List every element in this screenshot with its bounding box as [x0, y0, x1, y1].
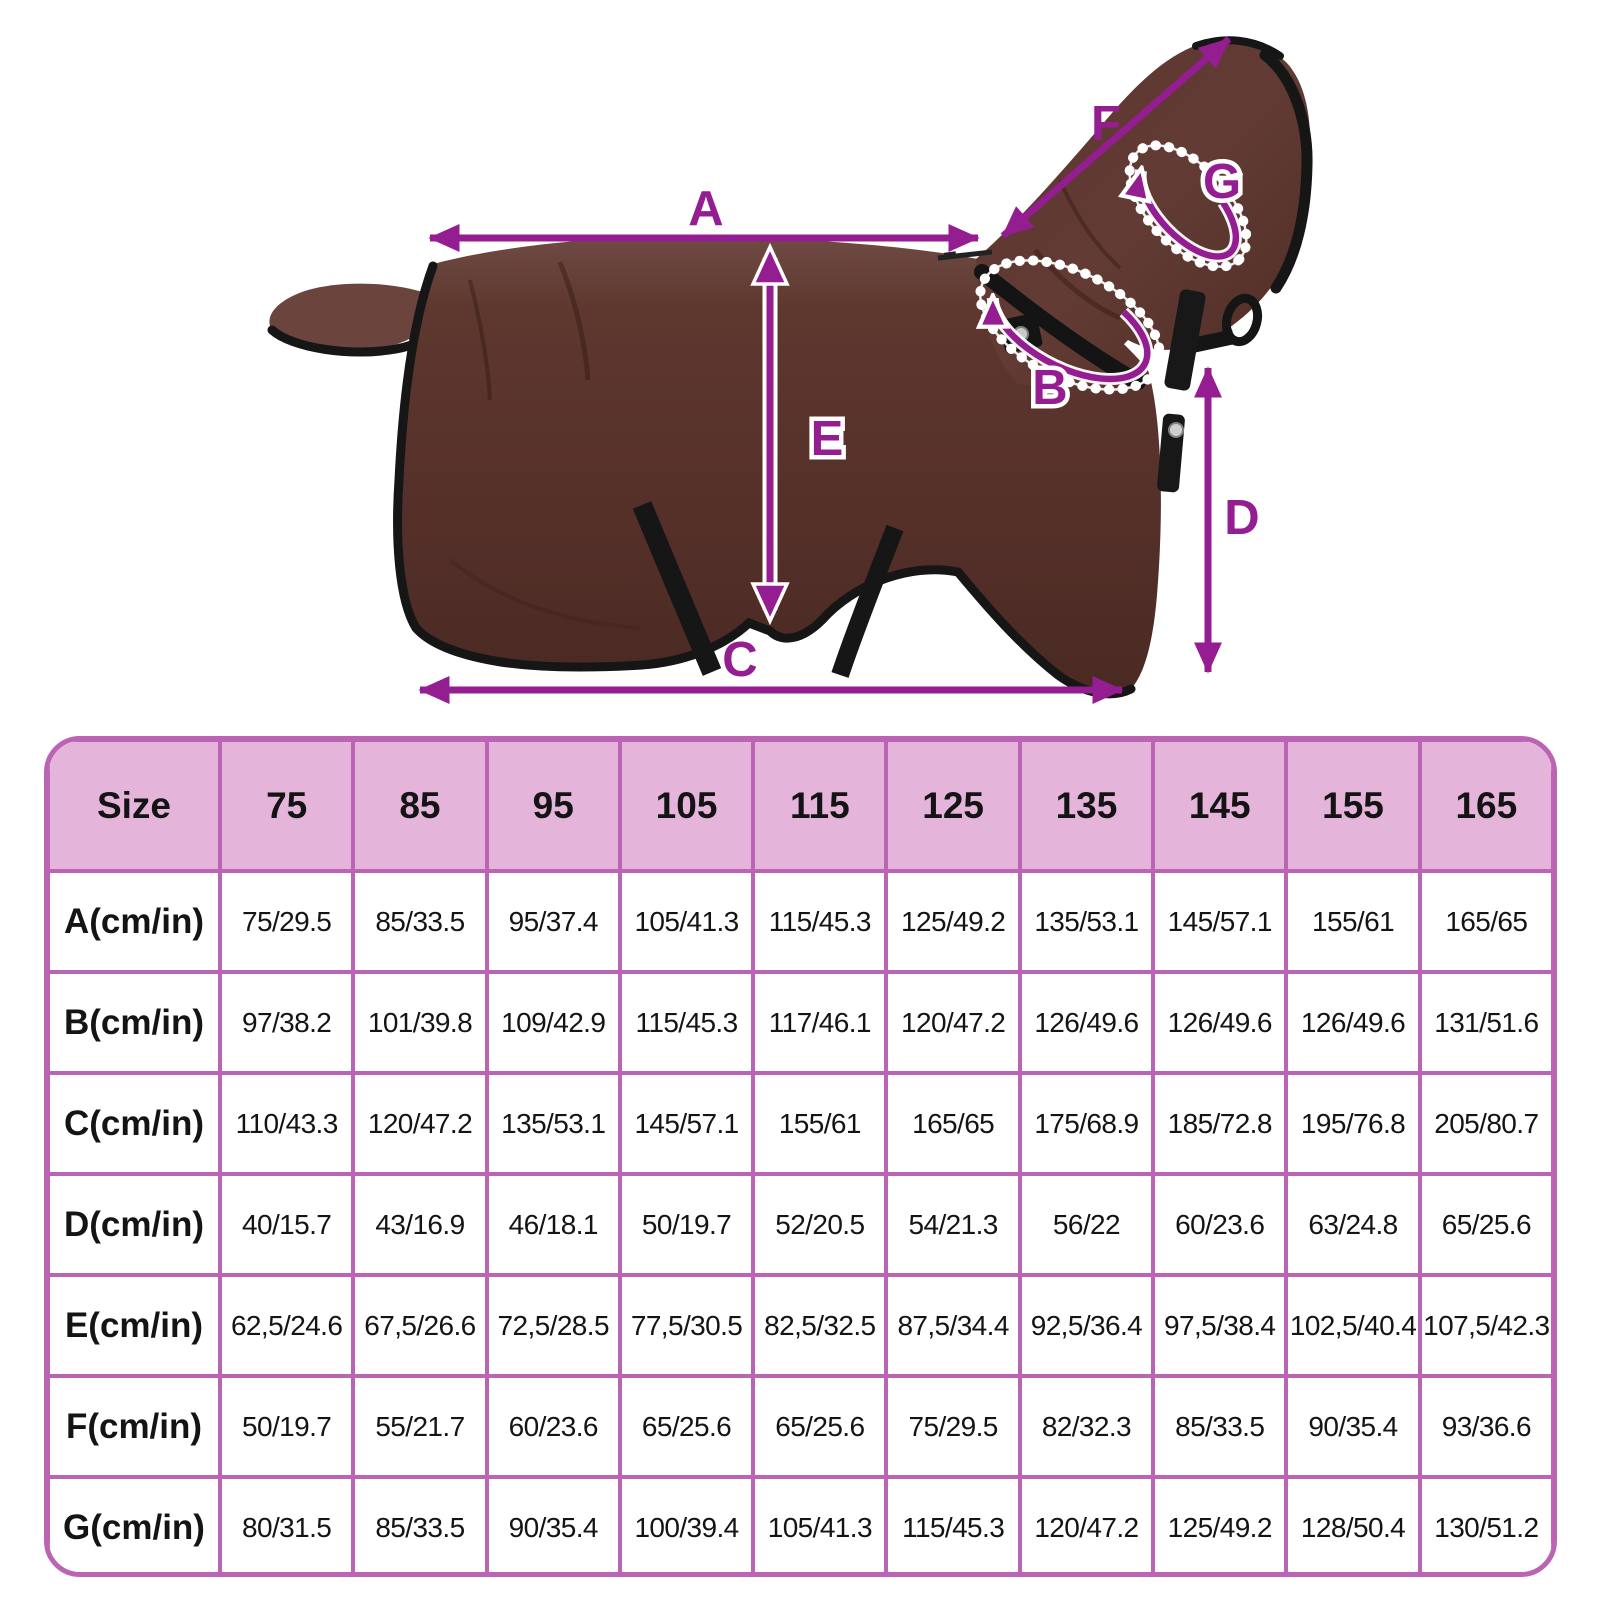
value-cell: 125/49.2	[1153, 1477, 1286, 1577]
value-cell: 100/39.4	[620, 1477, 753, 1577]
value-cell: 101/39.8	[353, 972, 486, 1073]
value-cell: 120/47.2	[353, 1073, 486, 1174]
value-cell: 120/47.2	[1020, 1477, 1153, 1577]
value-cell: 60/23.6	[487, 1376, 620, 1477]
header-cell-165: 165	[1420, 740, 1553, 871]
measure-arrow-a	[430, 182, 978, 238]
header-cell-135: 135	[1020, 740, 1153, 871]
value-cell: 128/50.4	[1286, 1477, 1419, 1577]
value-cell: 205/80.7	[1420, 1073, 1553, 1174]
measure-label-d: D	[1224, 491, 1260, 545]
value-cell: 72,5/28.5	[487, 1275, 620, 1376]
value-cell: 85/33.5	[353, 871, 486, 972]
value-cell: 105/41.3	[753, 1477, 886, 1577]
table-row-b	[48, 972, 1553, 1073]
row-label-cell: D(cm/in)	[48, 1174, 220, 1275]
value-cell: 115/45.3	[753, 871, 886, 972]
value-cell: 117/46.1	[753, 972, 886, 1073]
size-table	[44, 736, 1557, 1577]
row-label-cell: B(cm/in)	[48, 972, 220, 1073]
value-cell: 165/65	[1420, 871, 1553, 972]
value-cell: 126/49.6	[1153, 972, 1286, 1073]
value-cell: 155/61	[1286, 871, 1419, 972]
value-cell: 135/53.1	[1020, 871, 1153, 972]
measure-arrow-d	[1208, 368, 1260, 672]
value-cell: 195/76.8	[1286, 1073, 1419, 1174]
value-cell: 115/45.3	[886, 1477, 1019, 1577]
table-row-g	[48, 1477, 1553, 1577]
measure-label-a: A	[688, 182, 724, 236]
value-cell: 109/42.9	[487, 972, 620, 1073]
header-cell-size: Size	[48, 740, 220, 871]
value-cell: 90/35.4	[1286, 1376, 1419, 1477]
header-cell-95: 95	[487, 740, 620, 871]
value-cell: 115/45.3	[620, 972, 753, 1073]
row-label-cell: C(cm/in)	[48, 1073, 220, 1174]
value-cell: 165/65	[886, 1073, 1019, 1174]
value-cell: 54/21.3	[886, 1174, 1019, 1275]
value-cell: 62,5/24.6	[220, 1275, 353, 1376]
value-cell: 77,5/30.5	[620, 1275, 753, 1376]
value-cell: 126/49.6	[1020, 972, 1153, 1073]
value-cell: 125/49.2	[886, 871, 1019, 972]
value-cell: 97,5/38.4	[1153, 1275, 1286, 1376]
table-row-c	[48, 1073, 1553, 1174]
value-cell: 87,5/34.4	[886, 1275, 1019, 1376]
header-cell-115: 115	[753, 740, 886, 871]
value-cell: 107,5/42.3	[1420, 1275, 1553, 1376]
header-cell-145: 145	[1153, 740, 1286, 871]
value-cell: 130/51.2	[1420, 1477, 1553, 1577]
size-table-header-row	[48, 740, 1553, 871]
header-cell-125: 125	[886, 740, 1019, 871]
value-cell: 93/36.6	[1420, 1376, 1553, 1477]
measure-label-g: G	[1202, 155, 1242, 209]
row-label-cell: G(cm/in)	[48, 1477, 220, 1577]
value-cell: 145/57.1	[1153, 871, 1286, 972]
horse-rug-measurement-diagram	[0, 0, 1600, 724]
value-cell: 82,5/32.5	[753, 1275, 886, 1376]
measure-label-b: B	[1032, 361, 1068, 415]
value-cell: 43/16.9	[353, 1174, 486, 1275]
value-cell: 102,5/40.4	[1286, 1275, 1419, 1376]
value-cell: 80/31.5	[220, 1477, 353, 1577]
value-cell: 63/24.8	[1286, 1174, 1419, 1275]
measure-label-e: E	[810, 412, 844, 466]
value-cell: 145/57.1	[620, 1073, 753, 1174]
value-cell: 82/32.3	[1020, 1376, 1153, 1477]
table-row-d	[48, 1174, 1553, 1275]
value-cell: 60/23.6	[1153, 1174, 1286, 1275]
table-row-a	[48, 871, 1553, 972]
value-cell: 56/22	[1020, 1174, 1153, 1275]
value-cell: 52/20.5	[753, 1174, 886, 1275]
value-cell: 65/25.6	[753, 1376, 886, 1477]
value-cell: 185/72.8	[1153, 1073, 1286, 1174]
value-cell: 85/33.5	[353, 1477, 486, 1577]
value-cell: 40/15.7	[220, 1174, 353, 1275]
value-cell: 95/37.4	[487, 871, 620, 972]
value-cell: 50/19.7	[620, 1174, 753, 1275]
measure-label-c: C	[722, 633, 758, 687]
value-cell: 85/33.5	[1153, 1376, 1286, 1477]
value-cell: 120/47.2	[886, 972, 1019, 1073]
value-cell: 105/41.3	[620, 871, 753, 972]
value-cell: 155/61	[753, 1073, 886, 1174]
row-label-cell: A(cm/in)	[48, 871, 220, 972]
row-label-cell: F(cm/in)	[48, 1376, 220, 1477]
size-table-grid	[46, 738, 1555, 1577]
value-cell: 110/43.3	[220, 1073, 353, 1174]
value-cell: 135/53.1	[487, 1073, 620, 1174]
value-cell: 126/49.6	[1286, 972, 1419, 1073]
value-cell: 67,5/26.6	[353, 1275, 486, 1376]
value-cell: 131/51.6	[1420, 972, 1553, 1073]
value-cell: 65/25.6	[620, 1376, 753, 1477]
value-cell: 75/29.5	[886, 1376, 1019, 1477]
table-row-f	[48, 1376, 1553, 1477]
value-cell: 92,5/36.4	[1020, 1275, 1153, 1376]
size-table-body	[48, 871, 1553, 1577]
header-cell-155: 155	[1286, 740, 1419, 871]
value-cell: 46/18.1	[487, 1174, 620, 1275]
header-cell-105: 105	[620, 740, 753, 871]
measure-label-f: F	[1091, 97, 1121, 151]
header-cell-85: 85	[353, 740, 486, 871]
value-cell: 75/29.5	[220, 871, 353, 972]
value-cell: 65/25.6	[1420, 1174, 1553, 1275]
value-cell: 175/68.9	[1020, 1073, 1153, 1174]
value-cell: 50/19.7	[220, 1376, 353, 1477]
header-cell-75: 75	[220, 740, 353, 871]
table-row-e	[48, 1275, 1553, 1376]
value-cell: 90/35.4	[487, 1477, 620, 1577]
value-cell: 55/21.7	[353, 1376, 486, 1477]
value-cell: 97/38.2	[220, 972, 353, 1073]
row-label-cell: E(cm/in)	[48, 1275, 220, 1376]
